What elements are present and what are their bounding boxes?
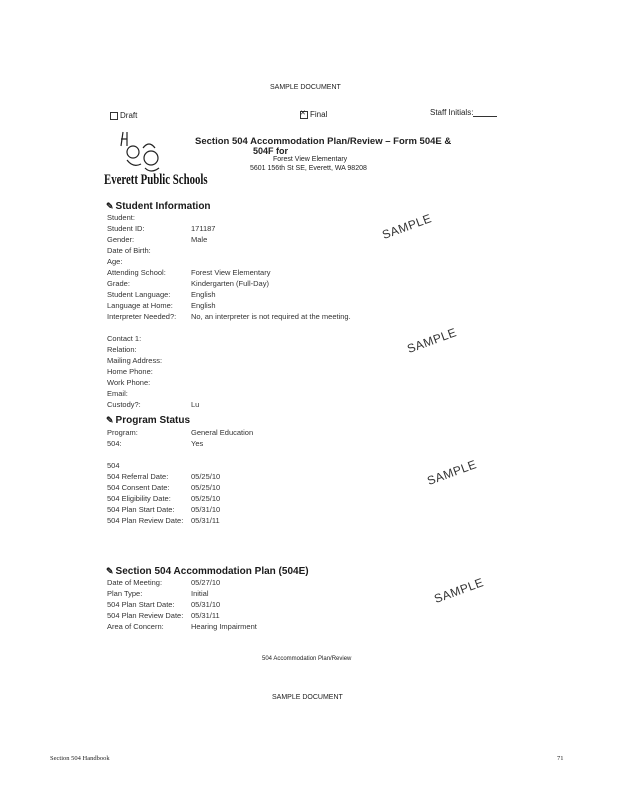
sample-watermark: SAMPLE (380, 211, 434, 242)
row-label: 504 Plan Review Date: (107, 516, 184, 525)
row-value: 05/31/10 (191, 505, 221, 514)
draft-option[interactable] (110, 111, 137, 120)
row-label: Work Phone: (107, 378, 151, 387)
pencil-icon: ✎ (106, 566, 114, 576)
student-info-title: Student Information (115, 201, 211, 212)
row-value: General Education (191, 428, 254, 437)
row-label: 504 Plan Start Date: (107, 600, 175, 609)
row-value: 05/25/10 (191, 483, 221, 492)
row-label: Student: (107, 213, 135, 222)
row-label: Plan Type: (107, 589, 143, 598)
row-label: Contact 1: (107, 334, 142, 343)
row-value: 05/27/10 (191, 578, 221, 587)
row-label: Gender: (107, 235, 135, 244)
school-address: 5601 156th St SE, Everett, WA 98208 (250, 165, 367, 172)
row-label: Program: (107, 428, 138, 437)
staff-initials-label: Staff Initials: (430, 108, 474, 117)
row-label: Student ID: (107, 224, 145, 233)
row-label: Interpreter Needed?: (107, 312, 177, 321)
row-label: Custody?: (107, 400, 141, 409)
row-label: Language at Home: (107, 301, 173, 310)
handbook-label: Section 504 Handbook (50, 755, 110, 762)
accommodation-plan-title: Section 504 Accommodation Plan (504E) (115, 566, 309, 577)
row-label: Date of Birth: (107, 246, 151, 255)
accommodation-plan-heading (106, 566, 309, 577)
row-label: Area of Concern: (107, 622, 164, 631)
row-label: Age: (107, 257, 123, 266)
sample-watermark: SAMPLE (425, 457, 479, 488)
pencil-icon: ✎ (106, 415, 114, 425)
row-label: Date of Meeting: (107, 578, 163, 587)
row-value: No, an interpreter is not required at the meeting. (191, 312, 351, 321)
row-value: 05/25/10 (191, 472, 221, 481)
row-label: 504 Referral Date: (107, 472, 169, 481)
sample-watermark: SAMPLE (405, 325, 459, 356)
district-name: Everett Public Schools (104, 172, 208, 188)
row-label: Grade: (107, 279, 130, 288)
form-title-line1: Section 504 Accommodation Plan/Review – Form 504E & (195, 136, 452, 147)
draft-label: Draft (120, 111, 138, 120)
row-label: Attending School: (107, 268, 166, 277)
center-caption: 504 Accommodation Plan/Review (262, 656, 352, 662)
row-value: Lu (191, 400, 200, 409)
row-value: Kindergarten (Full-Day) (191, 279, 269, 288)
sample-watermark: SAMPLE (432, 575, 486, 606)
row-label: 504 Plan Review Date: (107, 611, 184, 620)
program-status-heading (106, 415, 190, 426)
row-value: 05/25/10 (191, 494, 221, 503)
final-label: Final (310, 110, 328, 119)
row-label: Mailing Address: (107, 356, 163, 365)
row-value: 171187 (191, 224, 216, 233)
row-value: Initial (191, 589, 209, 598)
row-label: Email: (107, 389, 128, 398)
staff-initials-line (473, 109, 497, 117)
pencil-icon: ✎ (106, 201, 114, 211)
row-value: 05/31/11 (191, 516, 220, 525)
final-checkbox[interactable] (300, 111, 308, 119)
row-value: English (191, 290, 216, 299)
staff-initials (430, 108, 497, 117)
school-name: Forest View Elementary (273, 156, 348, 163)
bottom-sample-label: SAMPLE DOCUMENT (272, 694, 343, 701)
row-value: English (191, 301, 216, 310)
program-status-title: Program Status (115, 415, 191, 426)
row-label: Home Phone: (107, 367, 153, 376)
row-value: Hearing Impairment (191, 622, 257, 631)
page-number: 71 (557, 755, 564, 762)
row-value: Male (191, 235, 208, 244)
row-label: 504 (107, 461, 120, 470)
draft-checkbox[interactable] (110, 112, 118, 120)
row-label: Student Language: (107, 290, 171, 299)
row-value: 05/31/10 (191, 600, 221, 609)
row-label: 504: (107, 439, 122, 448)
top-sample-label: SAMPLE DOCUMENT (270, 84, 341, 91)
row-label: 504 Consent Date: (107, 483, 170, 492)
row-value: Forest View Elementary (191, 268, 271, 277)
row-value: 05/31/11 (191, 611, 220, 620)
form-title-line2: 504F for (253, 146, 289, 156)
row-value: Yes (191, 439, 204, 448)
row-label: 504 Plan Start Date: (107, 505, 175, 514)
final-option[interactable] (300, 110, 327, 119)
row-label: 504 Eligibility Date: (107, 494, 171, 503)
row-label: Relation: (107, 345, 137, 354)
student-info-heading (106, 201, 211, 212)
